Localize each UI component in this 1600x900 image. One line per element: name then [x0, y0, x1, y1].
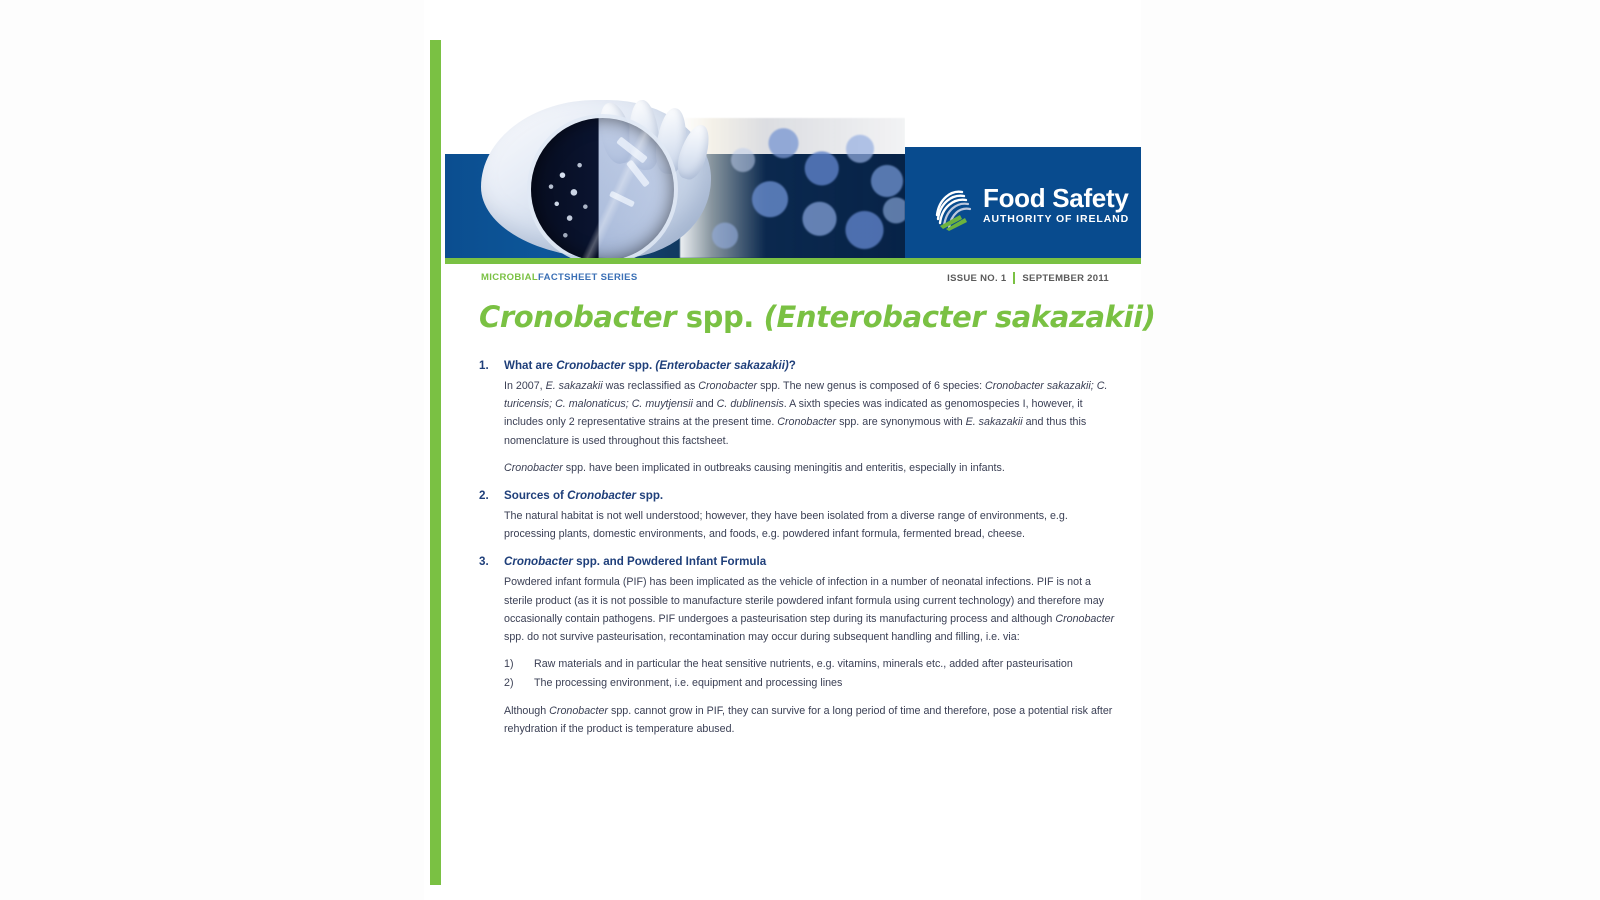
section-2 — [479, 488, 1119, 543]
issue-number: ISSUE NO. 1 — [947, 272, 1007, 284]
t: Powdered infant formula (PIF) has been implicated as the vehicle of infection in a number of neonatal infections. PIF is not a sterile product (as it is not possible to manufacture sterile powdered infant formula using current technology) and therefore may occasionally contain pathogens. PIF undergoes a pasteurisation step during its manufacturing process and although — [504, 576, 1104, 625]
section-3-heading — [479, 554, 1119, 570]
issue-info — [947, 272, 1109, 284]
dish-highlight — [616, 136, 648, 163]
t-italic: Cronobacter sakazakii; C. turicensis; C. malonaticus; C. muytjensii — [504, 380, 1108, 411]
title-synonym: (Enterobacter sakazakii) — [763, 300, 1156, 334]
t: spp. cannot grow in PIF, they can survive for a long period of time and therefore, pose a potential risk after rehydration if the product is temperature abused. — [504, 704, 1113, 735]
section-2-heading — [479, 488, 1119, 504]
banner-green-underline — [445, 258, 1141, 264]
header-photo-petri-dish — [445, 82, 905, 258]
list-item — [504, 655, 1119, 673]
document-body — [479, 358, 1119, 749]
t-italic: Cronobacter — [1055, 612, 1115, 625]
t-italic: C. dublinensis — [716, 398, 784, 411]
t: and — [692, 398, 717, 411]
heading-text-pre: What are — [504, 359, 557, 372]
section-1-number: 1. — [479, 359, 489, 372]
list-item-marker: 1) — [504, 658, 514, 671]
section-3-number: 3. — [479, 555, 489, 569]
title-spp: spp. — [676, 300, 764, 334]
heading-genus: Cronobacter — [567, 489, 637, 503]
section-2-paragraph-1: The natural habitat is not well understood; however, they have been isolated from a diverse range of environments, e.g. processing plants, domestic environments, and foods, e.g. powdered infant formula, fermented bread, cheese. — [504, 510, 1068, 541]
section-1-heading — [479, 358, 1119, 374]
heading-mid: spp. — [625, 359, 656, 372]
fsai-fingerprint-leaf-logo-icon — [931, 185, 977, 231]
heading-mid: spp. — [636, 489, 664, 503]
issue-separator — [1013, 272, 1015, 284]
heading-genus: Cronobacter — [556, 359, 626, 372]
section-3-numbered-list — [479, 655, 1119, 692]
t-italic: E. sakazakii — [545, 380, 603, 392]
t-italic: Cronobacter — [698, 380, 758, 392]
dish-highlight — [609, 191, 635, 208]
list-item-text: Raw materials and in particular the heat sensitive nutrients, e.g. vitamins, minerals etc., added after pasteurisation — [534, 658, 1073, 671]
document-page — [424, 40, 1156, 885]
fsai-logo-text — [983, 183, 1129, 226]
t: spp. are synonymous with — [836, 416, 966, 429]
heading-post: ? — [788, 359, 796, 372]
page-title — [479, 300, 1156, 334]
t: and thus this nomenclature is used throughout this factsheet. — [504, 416, 1087, 447]
t-italic: Cronobacter — [777, 416, 837, 429]
list-item-text: The processing environment, i.e. equipment and processing lines — [534, 677, 843, 690]
heading-genus: Cronobacter — [504, 555, 573, 569]
t: . A sixth species was indicated as genomospecies I, however, it includes only 2 representative strains at the present time. — [504, 398, 1083, 429]
list-item-marker: 2) — [504, 677, 514, 690]
fsai-logo-title: Food Safety — [983, 183, 1129, 213]
meta-row — [481, 272, 1109, 288]
left-gutter — [0, 0, 424, 900]
t: spp. do not survive pasteurisation, recontamination may occur during subsequent handling and filling, i.e. via: — [504, 631, 1020, 644]
series-word-microbial: MICROBIAL — [481, 272, 538, 283]
t: In 2007, — [504, 380, 546, 392]
section-2-number: 2. — [479, 489, 489, 503]
t-italic: Cronobacter — [549, 704, 608, 717]
page-banner — [445, 117, 1141, 258]
t-italic: Cronobacter — [504, 461, 563, 474]
t: was reclassified as — [602, 380, 699, 392]
micrograph-cells-image — [680, 118, 905, 258]
section-1 — [479, 358, 1119, 477]
list-item — [504, 674, 1119, 692]
series-word-factsheet: FACTSHEET SERIES — [537, 272, 638, 283]
issue-date: SEPTEMBER 2011 — [1022, 272, 1109, 284]
fsai-logo — [931, 183, 1131, 235]
green-spine-bar — [430, 40, 441, 885]
fsai-logo-subtitle: AUTHORITY OF IRELAND — [983, 213, 1130, 225]
section-3-paragraph-2 — [479, 702, 1119, 738]
heading-text-pre: Sources of — [504, 489, 568, 503]
right-gutter — [1141, 0, 1600, 900]
dish-highlight — [626, 160, 650, 188]
petri-dish — [531, 118, 674, 258]
t: Although — [504, 704, 550, 717]
title-genus: Cronobacter — [479, 300, 677, 334]
section-3-paragraph-1 — [479, 573, 1119, 646]
heading-mid: spp. and Powdered Infant Formula — [572, 555, 767, 569]
t-italic: E. sakazakii — [965, 416, 1023, 429]
t: spp. The new genus is composed of 6 species: — [757, 380, 986, 392]
series-label — [481, 272, 638, 283]
section-1-paragraph-2 — [479, 459, 1119, 477]
section-1-paragraph-1 — [479, 377, 1119, 450]
banner-step-block — [900, 147, 1141, 161]
gloved-hand-image — [481, 100, 711, 258]
section-3 — [479, 554, 1119, 738]
t: spp. have been implicated in outbreaks causing meningitis and enteritis, especially in infants. — [562, 461, 1005, 474]
heading-synonym: (Enterobacter sakazakii) — [655, 359, 789, 372]
